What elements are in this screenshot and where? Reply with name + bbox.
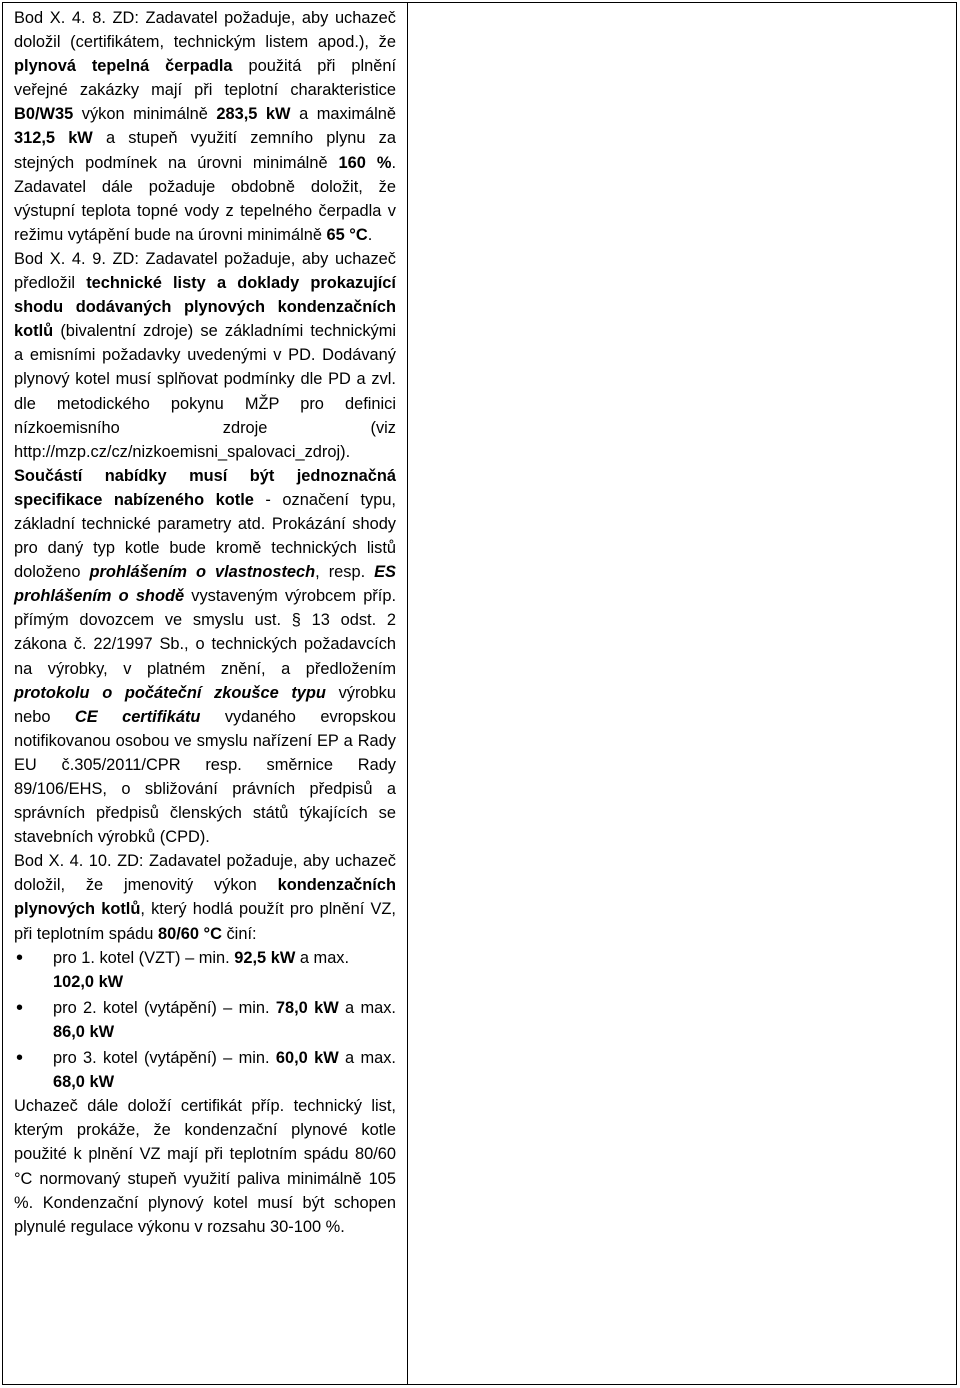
paragraph-bod-x-4-9: Bod X. 4. 9. ZD: Zadavatel požaduje, aby uchazeč předložil technické listy a doklady prokazující shodu dodávaných plynových kondenzačních kotlů (bivalentní zdroje) se základními technickými a emisními požadavky uvedenými v PD. Dodávaný plynový kotel musí splňovat podmínky dle PD a zvl. dle metodického pokynu MŽP pro definici nízkoemisního zdroje (viz http://mzp.cz/cz/nizkoemisni_spalovaci_zdroj). Součástí nabídky musí být jednoznačná specifikace nabízeného kotle - označení typu, základní technické parametry atd. Prokázání shody pro daný typ kotle bude kromě technických listů doloženo prohlášením o vlastnostech, resp. ES prohlášením o shodě vystaveným výrobcem příp. přímým dovozcem ve smyslu ust. § 13 odst. 2 zákona č. 22/1997 Sb., o technických požadavcích na výrobky, v platném znění, a předložením protokolu o počáteční zkoušce typu výrobku nebo CE certifikátu vydaného evropskou notifikovanou osobou ve smyslu nařízení EP a Rady EU č.305/2011/CPR resp. směrnice Rady 89/106/EHS, o sbližování právních předpisů a správních předpisů členských států týkajících se stavebních výrobků (CPD).: [14, 249, 396, 847]
list-item: • pro 1. kotel (VZT) – min. 92,5 kW a max. 102,0 kW: [16, 946, 350, 991]
bullet-icon: •: [16, 946, 24, 969]
paragraph-bod-x-4-10: Bod X. 4. 10. ZD: Zadavatel požaduje, aby uchazeč doložil, že jmenovitý výkon kondenzačních plynových kotlů, který hodlá použít pro plnění VZ, při teplotním spádu 80/60 °C činí:: [14, 852, 396, 943]
left-cell: [14, 6, 396, 1239]
list-item: • pro 3. kotel (vytápění) – min. 60,0 kW a max. 68,0 kW: [16, 1047, 396, 1092]
column-divider: [407, 3, 408, 1384]
boiler-output-list: [14, 946, 396, 1095]
requirements-table: [2, 2, 957, 1385]
bullet-icon: •: [16, 996, 24, 1019]
list-item: • pro 2. kotel (vytápění) – min. 78,0 kW a max. 86,0 kW: [16, 996, 396, 1041]
paragraph-bod-x-4-8: Bod X. 4. 8. ZD: Zadavatel požaduje, aby uchazeč doložil (certifikátem, technickým listem apod.), že plynová tepelná čerpadla použitá při plnění veřejné zakázky mají při teplotní charakteristice B0/W35 výkon minimálně 283,5 kW a maximálně 312,5 kW a stupeň využití zemního plynu za stejných podmínek na úrovni minimálně 160 %. Zadavatel dále požaduje obdobně doložit, že výstupní teplota topné vody z tepelného čerpadla v režimu vytápění bude na úrovni minimálně 65 °C.: [14, 9, 397, 244]
bullet-icon: •: [16, 1047, 24, 1070]
paragraph-closing: Uchazeč dále doloží certifikát příp. technický list, kterým prokáže, že kondenzační plynové kotle použité k plnění VZ mají při teplotním spádu 80/60 °C normovaný stupeň využití paliva minimálně 105 %. Kondenzační plynový kotel musí být schopen plynulé regulace výkonu v rozsahu 30-100 %.: [14, 1097, 396, 1236]
